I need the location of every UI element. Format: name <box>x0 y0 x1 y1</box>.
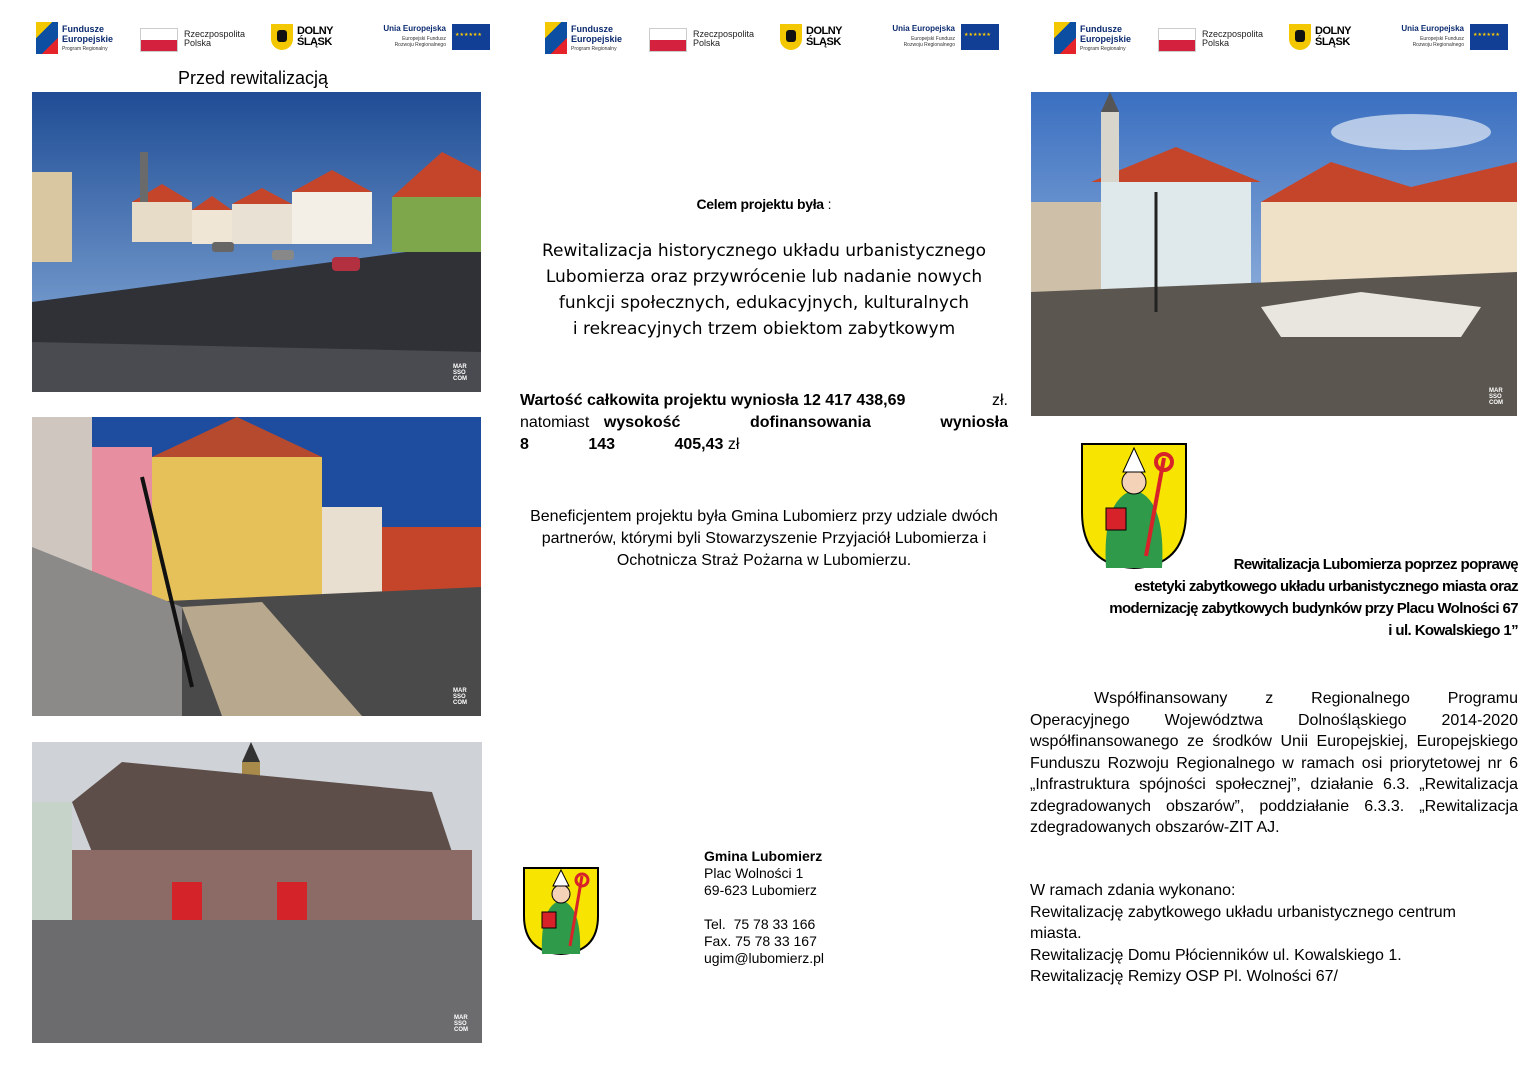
eu-flag-logo: Unia Europejska Europejski Fundusz Rozwoju Regionalnego ★★★★★★ <box>368 22 498 54</box>
lower-silesia-logo: DOLNY ŚLĄSK <box>1289 22 1369 54</box>
lower-silesia-logo: DOLNY ŚLĄSK <box>271 22 351 54</box>
goal-colon: : <box>823 196 832 212</box>
logo-bar-middle <box>545 18 1005 58</box>
eu-funds-logo: Fundusze Europejskie Program Regionalny <box>36 22 146 56</box>
project-title-line: i ul. Kowalskiego 1” <box>1388 622 1518 639</box>
contact-street: Plac Wolności 1 <box>704 865 804 881</box>
cofinancing-text <box>1030 688 1518 839</box>
logo-bar-right <box>1054 18 1514 58</box>
funding-prefix: natomiast <box>520 414 604 431</box>
total-value-unit: zł. <box>992 392 1008 409</box>
contact-email[interactable]: ugim@lubomierz.pl <box>704 950 825 966</box>
completed-works-heading: W ramach zdania wykonano: <box>1030 882 1236 899</box>
funding-value: wysokość dofinansowania wyniosła 8 143 405,43 <box>520 414 1008 453</box>
goal-line: funkcji społecznych, edukacyjnych, kulturalnych <box>558 293 970 313</box>
eu-flag-logo: Unia Europejska Europejski Fundusz Rozwoju Regionalnego ★★★★★★ <box>877 22 1007 54</box>
goal-text <box>520 238 1008 342</box>
completed-works <box>1030 880 1518 988</box>
lubomierz-coat-of-arms-icon <box>522 866 600 956</box>
poland-flag-logo: Rzeczpospolita Polska <box>140 24 260 54</box>
contact-phone: Tel. 75 78 33 166 <box>704 916 816 932</box>
completed-work-item: Rewitalizację zabytkowego układu urbanistycznego centrum miasta. <box>1030 903 1456 942</box>
completed-work-item: Rewitalizację Domu Płócienników ul. Kowalskiego 1. <box>1030 946 1402 964</box>
photo-street-before <box>32 417 481 716</box>
goal-heading <box>520 196 1008 212</box>
project-value <box>520 390 1008 456</box>
watermark: MAR SSO COM <box>453 364 467 382</box>
contact-name: Gmina Lubomierz <box>704 848 823 864</box>
poland-flag-logo: Rzeczpospolita Polska <box>649 24 769 54</box>
total-value: Wartość całkowita projektu wyniosła 12 417 438,69 <box>520 392 906 409</box>
funding-unit: zł <box>723 436 740 453</box>
watermark: MAR SSO COM <box>454 1015 468 1033</box>
photo-fire-station-before <box>32 742 482 1043</box>
eu-funds-logo: Fundusze Europejskie Program Regionalny <box>545 22 655 56</box>
logo-bar-left <box>36 18 496 58</box>
poland-flag-logo: Rzeczpospolita Polska <box>1158 24 1278 54</box>
photo-square-before <box>32 92 481 392</box>
lubomierz-coat-of-arms-icon <box>1080 442 1188 570</box>
eu-funds-logo: Fundusze Europejskie Program Regionalny <box>1054 22 1164 56</box>
project-title-line: modernizację zabytkowych budynków przy Placu Wolności 67 <box>1109 600 1518 617</box>
project-title-line: Rewitalizacja Lubomierza poprzez poprawę <box>1233 556 1518 573</box>
lower-silesia-logo: DOLNY ŚLĄSK <box>780 22 860 54</box>
photo-square-after <box>1031 92 1517 416</box>
contact-block <box>704 848 824 967</box>
cofinancing-paragraph: Współfinansowany z Regionalnego Programu Operacyjnego Województwa Dolnośląskiego 2014-2020 współfinansowanego ze środków Unii Europejskiej, Europejskiego Funduszu Rozwoju Regionalnego w ramach osi priorytetowej nr 6 „Infrastruktura spójności społecznej”, działanie 6.3. „Rewitalizacja zdegradowanych obszarów”, poddziałanie 6.3.3. „Rewitalizacja zdegradowanych obszarów-ZIT AJ. <box>1030 690 1518 836</box>
goal-line: Rewitalizacja historycznego układu urbanistycznego <box>541 241 987 261</box>
contact-fax: Fax. 75 78 33 167 <box>704 933 817 949</box>
beneficiary-text: Beneficjentem projektu była Gmina Lubomierz przy udziale dwóch partnerów, którymi byli Stowarzyszenie Przyjaciół Lubomierza i Ochotnicza Straż Pożarna w Lubomierzu. <box>530 508 998 569</box>
goal-heading-text: Celem projektu była <box>696 196 824 212</box>
before-caption: Przed rewitalizacją <box>178 68 329 88</box>
watermark: MAR SSO COM <box>453 688 467 706</box>
eu-flag-logo: Unia Europejska Europejski Fundusz Rozwoju Regionalnego ★★★★★★ <box>1386 22 1516 54</box>
completed-work-item: Rewitalizację Remizy OSP Pl. Wolności 67/ <box>1030 968 1338 985</box>
goal-line: Lubomierza oraz przywrócenie lub nadanie nowych <box>545 267 983 287</box>
watermark: MAR SSO COM <box>1489 388 1503 406</box>
goal-line: i rekreacyjnych trzem obiektom zabytkowym <box>572 319 956 339</box>
project-title <box>1030 554 1518 642</box>
contact-city: 69-623 Lubomierz <box>704 882 817 898</box>
project-title-line: estetyki zabytkowego układu urbanistycznego miasta oraz <box>1134 578 1518 595</box>
